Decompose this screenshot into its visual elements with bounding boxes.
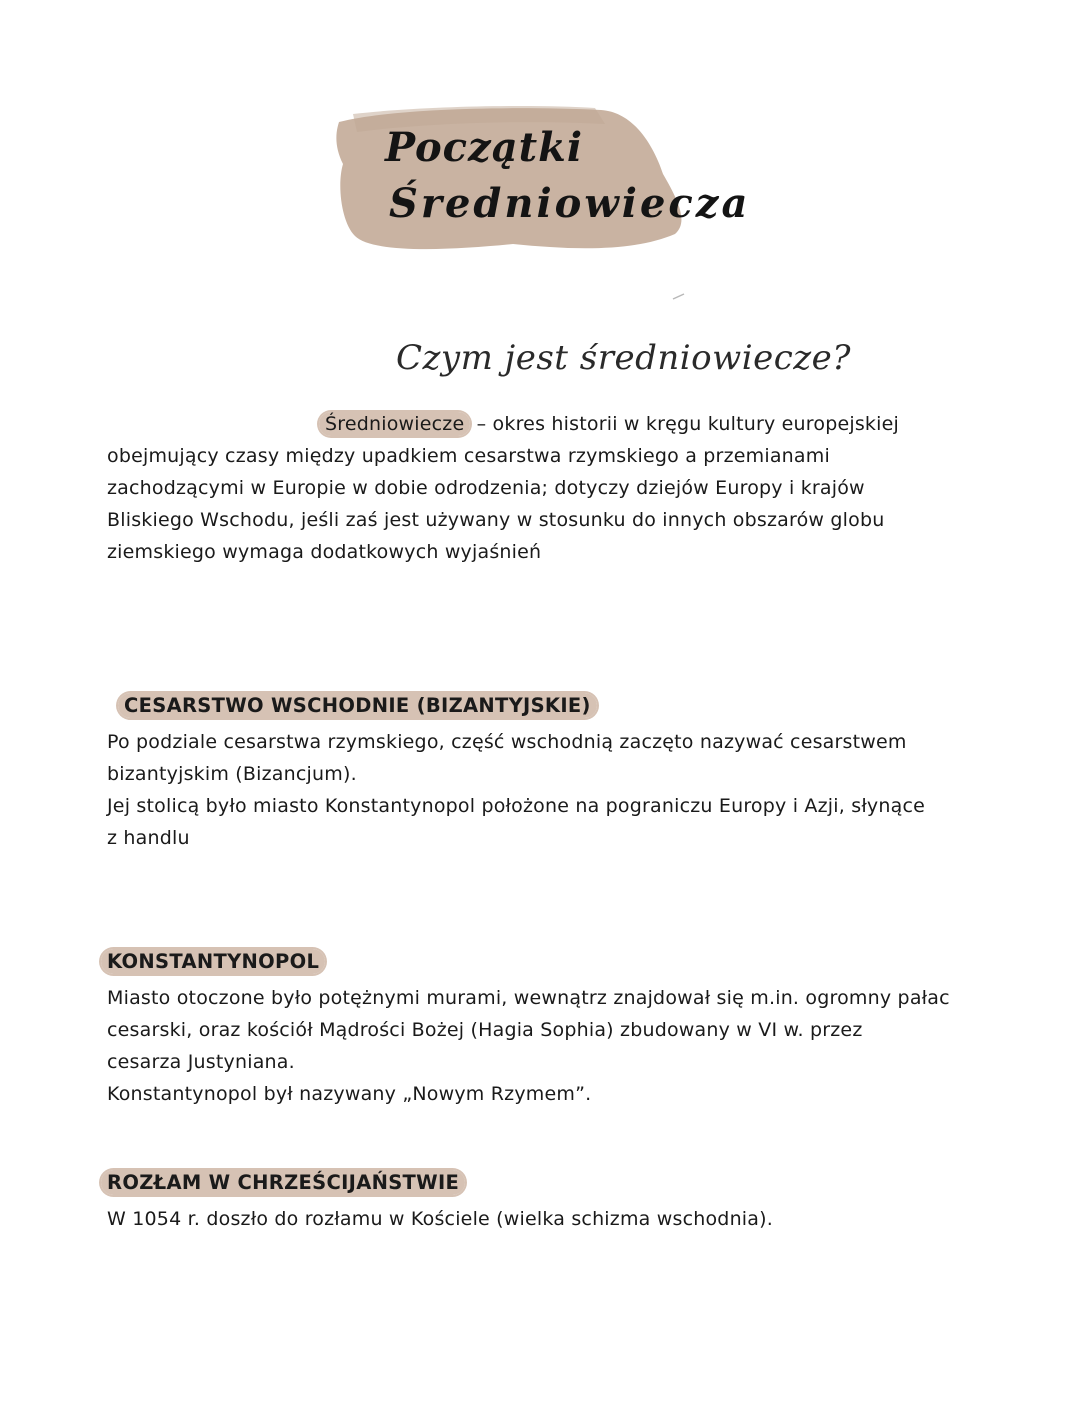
paragraph-line: cesarski, oraz kościół Mądrości Bożej (Hagia Sophia) zbudowany w VI w. przez: [107, 1019, 863, 1041]
paragraph-line: cesarza Justyniana.: [107, 1051, 295, 1073]
definition-line: – okres historii w kręgu kultury europejskiej: [470, 413, 899, 435]
heading-highlight: CESARSTWO WSCHODNIE (BIZANTYJSKIE): [118, 693, 597, 718]
paragraph-line: bizantyjskim (Bizancjum).: [107, 763, 357, 785]
definition-line: ziemskiego wymaga dodatkowych wyjaśnień: [107, 541, 542, 563]
definition-first-line: [107, 408, 987, 440]
definition-paragraph: [107, 408, 987, 568]
heading-highlight: ROZŁAM W CHRZEŚCIJAŃSTWIE: [101, 1170, 465, 1195]
paragraph-line: Jej stolicą było miasto Konstantynopol położone na pograniczu Europy i Azji, słynące: [107, 795, 925, 817]
heading-highlight: KONSTANTYNOPOL: [101, 949, 325, 974]
section-heading-constantinople: [101, 950, 325, 973]
definition-line: Bliskiego Wschodu, jeśli zaś jest używany w stosunku do innych obszarów globu: [107, 509, 885, 531]
paragraph-line: z handlu: [107, 827, 190, 849]
subtitle: Czym jest średniowiecze?: [396, 338, 851, 378]
section-paragraph-bizantium: [107, 726, 987, 854]
term-highlight: Średniowiecze: [319, 412, 470, 436]
pen-stroke-mark: [672, 292, 686, 300]
definition-line: obejmujący czasy między upadkiem cesarstwa rzymskiego a przemianami: [107, 445, 830, 467]
section-paragraph-constantinople: [107, 982, 987, 1110]
paragraph-line: W 1054 r. doszło do rozłamu w Kościele (wielka schizma wschodnia).: [107, 1208, 773, 1230]
section-heading-schism: [101, 1171, 465, 1194]
title-line-1: Początki: [385, 124, 584, 171]
title-line-2: Średniowiecza: [389, 180, 751, 227]
paragraph-line: Po podziale cesarstwa rzymskiego, część wschodnią zaczęto nazywać cesarstwem: [107, 731, 907, 753]
paragraph-line: Konstantynopol był nazywany „Nowym Rzymem”.: [107, 1083, 592, 1105]
paragraph-line: Miasto otoczone było potężnymi murami, wewnątrz znajdował się m.in. ogromny pałac: [107, 987, 950, 1009]
section-heading-bizantium: [118, 694, 597, 717]
page-title: [333, 104, 751, 254]
section-paragraph-schism: [107, 1203, 987, 1235]
definition-line: zachodzącymi w Europie w dobie odrodzenia; dotyczy dziejów Europy i krajów: [107, 477, 865, 499]
